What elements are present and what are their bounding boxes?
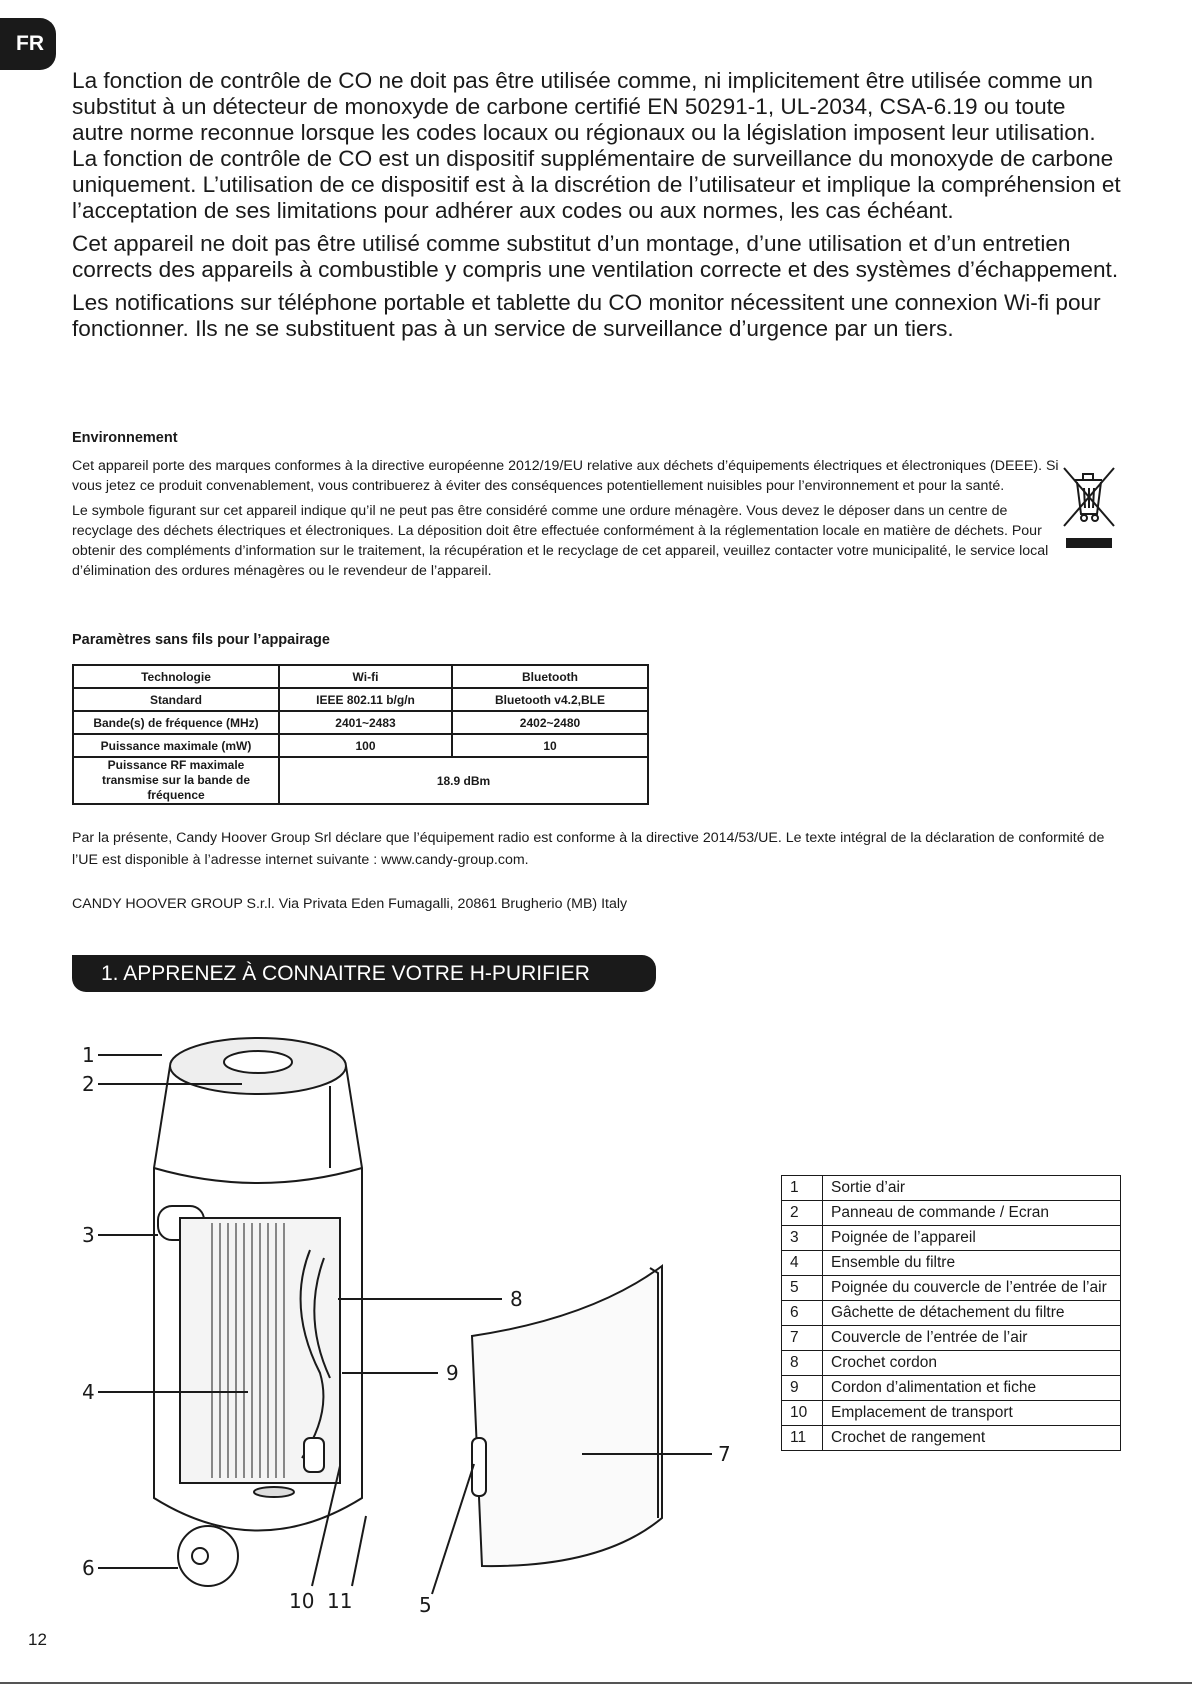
table-row — [782, 1301, 1121, 1326]
manufacturer-address: CANDY HOOVER GROUP S.r.l. Via Privata Eden Fumagalli, 20861 Brugherio (MB) Italy — [72, 896, 628, 912]
environment-paragraph-2: Le symbole figurant sur cet appareil indique qu’il ne peut pas être considéré comme une ordure ménagère. Vous devez le déposer dans un centre de recyclage des déchets électriques et électroniques. La déposition doit être effectuée conformément à la réglementation locale en matière de déchets. Pour obtenir des compléments d’information sur le traitement, la récupération et le recyclage de cet appareil, veuillez contacter votre municipalité, le service local d’élimination des ordures ménagères ou le revendeur de l’appareil. — [72, 503, 1049, 579]
wireless-params-table — [72, 664, 649, 805]
part-label: Sortie d’air — [823, 1176, 1121, 1201]
table-row — [782, 1226, 1121, 1251]
table-cell: Wi-fi — [279, 665, 452, 688]
table-cell: 10 — [452, 734, 648, 757]
table-row — [782, 1251, 1121, 1276]
language-tab: FR — [0, 18, 56, 70]
table-row — [73, 688, 648, 711]
callout-label: 1 — [82, 1043, 95, 1067]
table-cell: Puissance maximale (mW) — [73, 734, 279, 757]
co-warning-paragraph-3: Les notifications sur téléphone portable et tablette du CO monitor nécessitent une connexion Wi-fi pour fonctionner. Ils ne se substituent pas à un service de surveillance d’urgence par un tiers. — [72, 290, 1101, 341]
wireless-heading: Paramètres sans fils pour l’appairage — [72, 632, 330, 648]
table-cell: 2401~2483 — [279, 711, 452, 734]
part-number: 1 — [782, 1176, 823, 1201]
part-number: 8 — [782, 1351, 823, 1376]
part-number: 5 — [782, 1276, 823, 1301]
part-label: Poignée de l’appareil — [823, 1226, 1121, 1251]
declaration-text — [72, 827, 1112, 871]
callout-label: 2 — [82, 1072, 95, 1096]
part-number: 11 — [782, 1426, 823, 1451]
callout-label: 10 — [289, 1589, 315, 1613]
part-label: Poignée du couvercle de l’entrée de l’air — [823, 1276, 1121, 1301]
table-cell: 18.9 dBm — [279, 757, 648, 804]
table-cell: 100 — [279, 734, 452, 757]
table-row — [782, 1176, 1121, 1201]
section-title: 1. APPRENEZ À CONNAITRE VOTRE H-PURIFIER — [72, 955, 656, 992]
table-row — [782, 1426, 1121, 1451]
part-number: 7 — [782, 1326, 823, 1351]
part-label: Emplacement de transport — [823, 1401, 1121, 1426]
part-label: Panneau de commande / Ecran — [823, 1201, 1121, 1226]
table-cell: 2402~2480 — [452, 711, 648, 734]
table-row — [73, 734, 648, 757]
co-warning-paragraph-1: La fonction de contrôle de CO ne doit pas être utilisée comme, ni implicitement être utilisée comme un substitut à un détecteur de monoxyde de carbone certifié EN 50291-1, UL-2034, CSA-6.19 ou toute autre norme reconnue lorsque les codes locaux ou régionaux ou la législation imposent leur utilisation. La fonction de contrôle de CO est un dispositif supplémentaire de surveillance du monoxyde de carbone uniquement. L’utilisation de ce dispositif est à la discrétion de l’utilisateur et implique la compréhension et l’acceptation de ses limitations pour adhérer aux codes ou aux normes, les cas échéant. — [72, 68, 1121, 223]
table-cell: IEEE 802.11 b/g/n — [279, 688, 452, 711]
part-number: 3 — [782, 1226, 823, 1251]
table-cell: Puissance RF maximale transmise sur la bande de fréquence — [73, 757, 279, 804]
callout-label: 3 — [82, 1223, 95, 1247]
purifier-diagram — [62, 1018, 762, 1618]
environment-paragraph-1: Cet appareil porte des marques conformes à la directive européenne 2012/19/EU relative aux déchets d’équipements électriques et électroniques (DEEE). Si vous jetez ce produit convenablement, vous contribuerez à éviter des conséquences potentiellement nuisibles pour l’environnement et pour la santé. — [72, 458, 1059, 494]
table-row — [73, 665, 648, 688]
callout-label: 8 — [510, 1287, 523, 1311]
page-bottom-rule — [0, 1682, 1192, 1684]
callout-label: 11 — [327, 1589, 353, 1613]
table-cell: Bluetooth v4.2,BLE — [452, 688, 648, 711]
table-cell: Bluetooth — [452, 665, 648, 688]
part-number: 2 — [782, 1201, 823, 1226]
table-row — [782, 1276, 1121, 1301]
co-warning-paragraph-2: Cet appareil ne doit pas être utilisé comme substitut d’un montage, d’une utilisation et d’un entretien corrects des appareils à combustible y compris une ventilation correcte et des systèmes d’échappement. — [72, 231, 1119, 282]
callout-label: 5 — [419, 1593, 432, 1617]
part-number: 9 — [782, 1376, 823, 1401]
table-row — [782, 1201, 1121, 1226]
part-label: Gâchette de détachement du filtre — [823, 1301, 1121, 1326]
part-label: Cordon d’alimentation et fiche — [823, 1376, 1121, 1401]
part-label: Crochet de rangement — [823, 1426, 1121, 1451]
table-row — [73, 711, 648, 734]
parts-legend-table — [781, 1175, 1121, 1451]
part-number: 4 — [782, 1251, 823, 1276]
callout-label: 4 — [82, 1380, 95, 1404]
part-number: 6 — [782, 1301, 823, 1326]
part-number: 10 — [782, 1401, 823, 1426]
table-cell: Bande(s) de fréquence (MHz) — [73, 711, 279, 734]
page-number: 12 — [28, 1630, 47, 1649]
table-row — [73, 757, 648, 804]
callout-label: 6 — [82, 1556, 95, 1580]
table-cell: Technologie — [73, 665, 279, 688]
environment-heading: Environnement — [72, 430, 178, 446]
table-cell: Standard — [73, 688, 279, 711]
table-row — [782, 1401, 1121, 1426]
table-row — [782, 1376, 1121, 1401]
table-row — [782, 1351, 1121, 1376]
callout-label: 9 — [446, 1361, 459, 1385]
declaration-paragraph: Par la présente, Candy Hoover Group Srl déclare que l’équipement radio est conforme à la directive 2014/53/UE. Le texte intégral de la déclaration de conformité de l’UE est disponible à l’adresse internet suivante : www.candy-group.com. — [72, 830, 1105, 868]
part-label: Ensemble du filtre — [823, 1251, 1121, 1276]
environment-text — [72, 456, 1072, 586]
table-row — [782, 1326, 1121, 1351]
callout-label: 7 — [718, 1442, 731, 1466]
part-label: Couvercle de l’entrée de l’air — [823, 1326, 1121, 1351]
weee-bin-icon — [1058, 462, 1118, 552]
part-label: Crochet cordon — [823, 1351, 1121, 1376]
co-warning-text — [72, 68, 1122, 349]
